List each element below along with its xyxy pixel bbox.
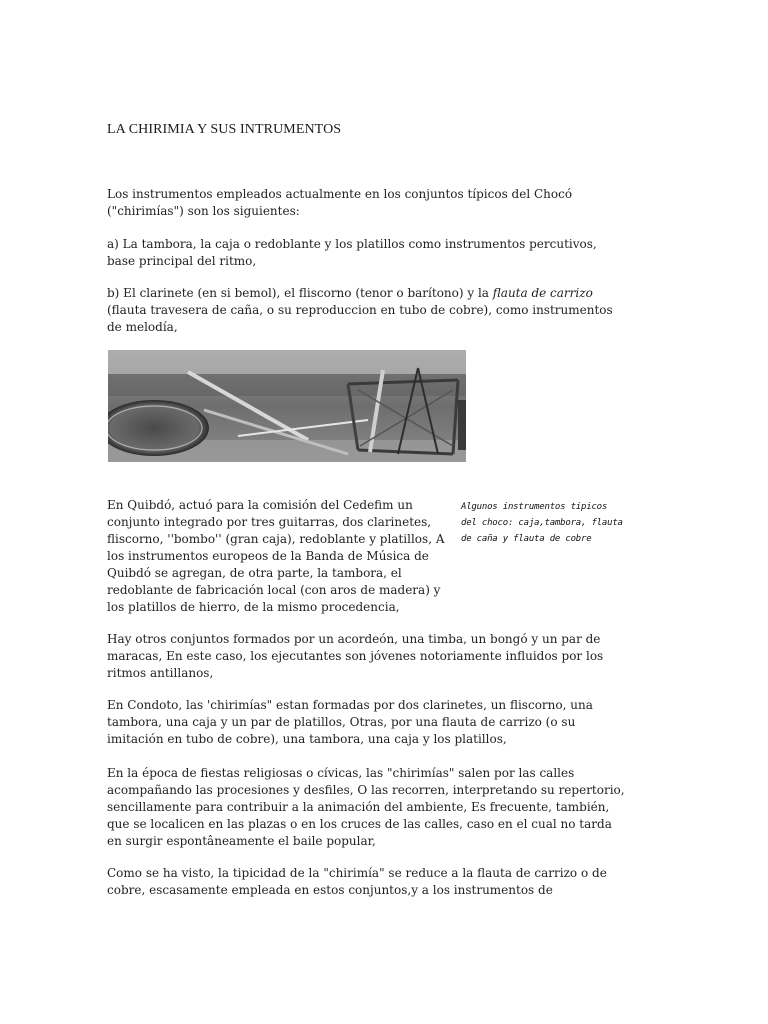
document-title: LA CHIRIMIA Y SUS INTRUMENTOS	[107, 122, 342, 137]
instruments-photo	[108, 350, 466, 462]
paragraph-percussion: a) La tambora, la caja o redoblante y los platillos como instrumentos percutivos, base principal del ritmo,	[107, 237, 597, 268]
paragraph-melody-text-a: b) El clarinete (en si bemol), el fliscorno (tenor o barítono) y la	[107, 286, 493, 300]
paragraph-quibdo: En Quibdó, actuó para la comisión del Cedefim un conjunto integrado por tres guitarras, dos clarinetes, fliscorno, ''bombo'' (gran caja), redoblante y platillos, A los instrumentos europeos de la Banda de Música de Quibdó se agregan, de otra parte, la tambora, el redoblante de fabricación local (con aros de madera) y los platillos de hierro, de la mismo procedencia,	[107, 498, 445, 614]
paragraph-other-ensembles: Hay otros conjuntos formados por un acordeón, una timba, un bongó y un par de maracas, En este caso, los ejecutantes son jóvenes notoriamente influidos por los ritmos antillanos,	[107, 632, 604, 680]
paragraph-melody	[107, 285, 627, 336]
paragraph-conclusion: Como se ha visto, la tipicidad de la "chirimía" se reduce a la flauta de carrizo o de cobre, escasamente empleada en estos conjuntos,y a los instrumentos de	[107, 866, 607, 897]
paragraph-melody-text-b: (flauta travesera de caña, o su reproduccion en tubo de cobre), como instrumentos de melodía,	[107, 303, 613, 334]
paragraph-festivities: En la época de fiestas religiosas o cívicas, las "chirimías" salen por las calles acompañando las procesiones y desfiles, O las recorren, interpretando su repertorio, sencillamente para contribuir a la animación del ambiente, Es frecuente, también, que se localicen en las plazas o en los cruces de las calles, caso en el cual no tarda en surgir espontâneamente el baile popular,	[107, 766, 625, 848]
paragraph-condoto: En Condoto, las 'chirimías" estan formadas por dos clarinetes, un fliscorno, una tambora, una caja y un par de platillos, Otras, por una flauta de carrizo (o su imitación en tubo de cobre), una tambora, una caja y los platillos,	[107, 698, 593, 746]
paragraph-intro: Los instrumentos empleados actualmente en los conjuntos típicos del Chocó ("chirimías") son los siguientes:	[107, 187, 573, 218]
paragraph-melody-italic: flauta de carrizo	[492, 286, 593, 300]
photo-caption: Algunos instrumentos tipicos del choco: caja,tambora, flauta de caña y flauta de cobre	[461, 502, 623, 544]
